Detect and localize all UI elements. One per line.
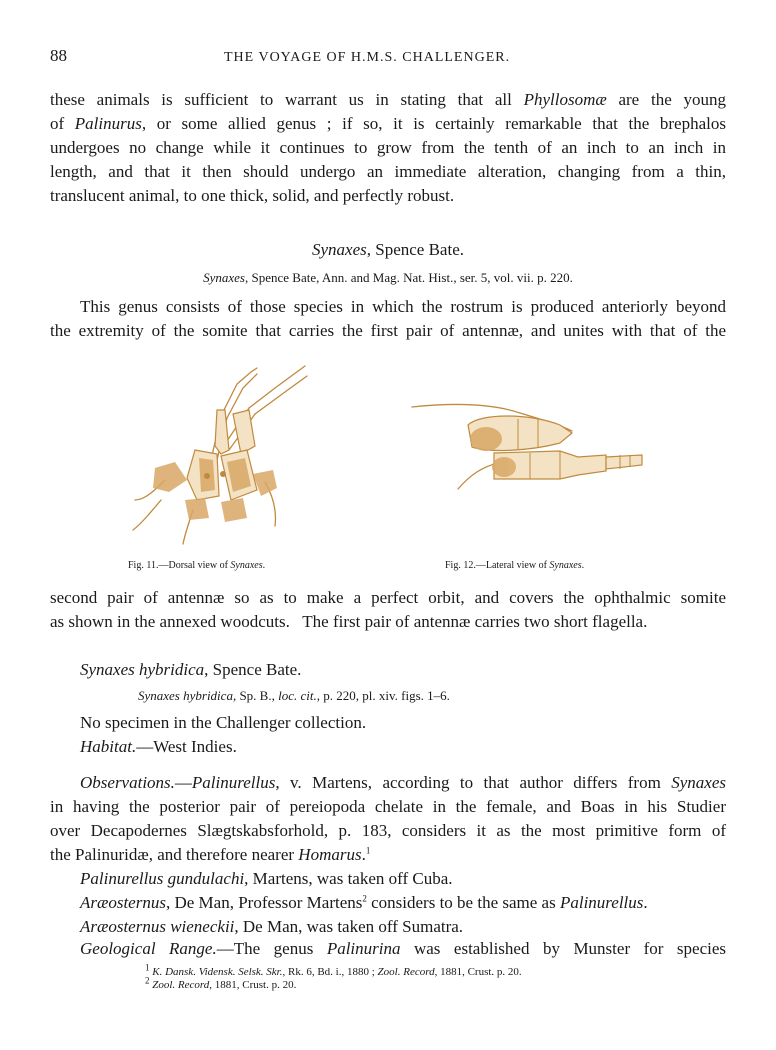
observations-line-2: in having the posterior pair of pereiopoda chelate in the female, and Boas in his Studier [50, 797, 726, 816]
intro-line-3: undergoes no change while it continues to grow from the tenth of an inch to an inch in [50, 138, 726, 157]
running-title: THE VOYAGE OF H.M.S. CHALLENGER. [224, 50, 511, 65]
footnote-2: $^2$ Zool. Record, 1881, Crust. p. 20. [145, 975, 297, 991]
footnote-1: $^1$ K. Dansk. Vidensk. Selsk. Skr., Rk. 6, Bd. i., 1880 ; Zool. Record, 1881, Crust. p. 20. [145, 962, 522, 978]
intro-line-4: length, and that it then should undergo an immediate alteration, changing from a thin, [50, 162, 726, 181]
figure-11-caption: Fig. 11.—Dorsal view of Synaxes. [128, 560, 266, 571]
genus-reference: Synaxes, Spence Bate, Ann. and Mag. Nat. Hist., ser. 5, vol. vii. p. 220. [203, 270, 573, 285]
observations-line-5: Palinurellus gundulachi, Martens, was taken off Cuba. [80, 869, 453, 888]
observations-line-8: Geological Range.—The genus Palinurina was established by Munster for species [80, 939, 727, 958]
observations-line-6: Aræosternus, De Man, Professor Martens$^2$ considers to be the same as Palinurellus. [80, 893, 648, 912]
observations-line-1: Observations.—Palinurellus, v. Martens, according to that author differs from Synaxes [80, 773, 726, 792]
genus-desc-line-4: as shown in the annexed woodcuts. The first pair of antennæ carries two short flagella. [50, 612, 648, 631]
figure-12-lateral-view [410, 395, 650, 500]
species-heading: Synaxes hybridica, Spence Bate. [80, 660, 302, 679]
genus-desc-line-1: This genus consists of those species in which the rostrum is produced anteriorly beyond [80, 297, 726, 316]
intro-line-2: of Palinurus, or some allied genus ; if so, it is certainly remarkable that the brephalos [50, 114, 726, 133]
intro-line-1: these animals is sufficient to warrant us in stating that all Phyllosomæ are the young [50, 90, 726, 109]
intro-line-5: translucent animal, to one thick, solid, and perfectly robust. [50, 186, 455, 205]
figure-12-caption: Fig. 12.—Lateral view of Synaxes. [445, 560, 585, 571]
observations-line-4: the Palinuridæ, and therefore nearer Homarus.$^1$ [50, 845, 371, 864]
observations-line-3: over Decapodernes Slægtskabsforhold, p. 183, considers it as the most primitive form of [50, 821, 726, 840]
genus-desc-line-2: the extremity of the somite that carries the first pair of antennæ, and unites with that of the [50, 321, 726, 340]
page-number: 88 [50, 46, 67, 65]
habitat: Habitat.—West Indies. [80, 737, 237, 756]
specimen-note: No specimen in the Challenger collection. [80, 713, 367, 732]
genus-desc-line-3: second pair of antennæ so as to make a perfect orbit, and covers the ophthalmic somite [50, 588, 726, 607]
observations-line-7: Aræosternus wieneckii, De Man, was taken off Sumatra. [80, 917, 464, 936]
figure-11-dorsal-view [125, 350, 315, 550]
genus-heading: Synaxes, Spence Bate. [311, 240, 464, 259]
species-reference: Synaxes hybridica, Sp. B., loc. cit., p. 220, pl. xiv. figs. 1–6. [138, 688, 450, 703]
